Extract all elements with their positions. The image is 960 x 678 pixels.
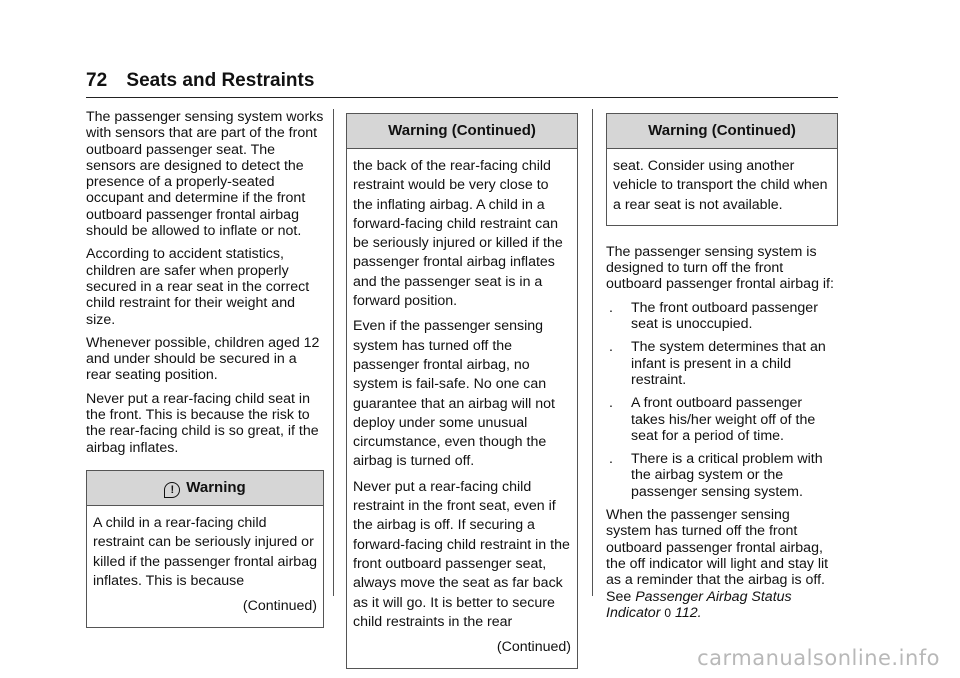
bullet-mark: . xyxy=(609,299,613,316)
column-divider xyxy=(592,109,593,596)
column-2 xyxy=(346,109,578,669)
warning-text: A child in a rear-facing child restraint can be seriously injured or killed if the passenger frontal airbag inflates. This is because xyxy=(93,514,317,589)
paragraph xyxy=(606,507,838,621)
bullet-mark: . xyxy=(609,395,613,412)
header-rule xyxy=(86,97,838,98)
paragraph: Whenever possible, children aged 12 and under should be secured in a rear seating position. xyxy=(86,334,320,384)
warning-text: seat. Consider using another vehicle to transport the child when a rear seat is not available. xyxy=(613,158,828,213)
closing-text: When the passenger sensing system has turned off the front outboard passenger frontal airbag, the off indicator will light and stay lit as a reminder that the airbag is off. See xyxy=(606,507,829,605)
see-reference-link[interactable]: Passenger Airbag Status Indicator xyxy=(606,588,792,621)
list-item xyxy=(606,395,838,444)
page-header xyxy=(86,70,314,92)
continued-label: (Continued) xyxy=(496,639,571,656)
warning-body xyxy=(87,506,323,627)
warning-title: ! Warning xyxy=(87,471,323,506)
column-divider xyxy=(333,109,334,596)
list-item-text: There is a critical problem with the airbag system or the passenger sensing system. xyxy=(631,451,823,500)
section-title: Seats and Restraints xyxy=(126,70,315,91)
paragraph: According to accident statistics, children are safer when properly secured in a rear seat in the correct child restraint for their weight and size. xyxy=(86,246,310,328)
column-1 xyxy=(86,109,324,628)
warning-icon: ! xyxy=(164,482,180,498)
warning-box-continued xyxy=(606,113,838,226)
paragraph: Never put a rear-facing child seat in the front. This is because the risk to the rear-facing child is so great, if the airbag inflates. xyxy=(86,390,319,456)
bullet-mark: . xyxy=(609,339,613,356)
paragraph: The passenger sensing system is designed to turn off the front outboard passenger frontal airbag if: xyxy=(606,243,834,293)
warning-body xyxy=(347,149,577,668)
list-item-text: The system determines that an infant is present in a child restraint. xyxy=(631,339,826,388)
column-3 xyxy=(606,109,838,628)
warning-text: Even if the passenger sensing system has turned off the passenger frontal airbag, no system is fail-safe. No one can guarantee that an airbag will not deploy under some unusual circumstance, even though the airbag is turned off. xyxy=(353,318,555,470)
page-ref-icon: 0 xyxy=(664,605,672,620)
warning-box-continued xyxy=(346,113,578,669)
list-item xyxy=(606,451,838,500)
warning-body xyxy=(607,149,837,225)
list-item xyxy=(606,300,838,333)
warning-title: Warning (Continued) xyxy=(347,114,577,149)
list-item xyxy=(606,339,838,388)
page-number: 72 xyxy=(86,70,108,91)
page-reference[interactable]: 112. xyxy=(675,604,702,621)
warning-text: the back of the rear-facing child restraint would be very close to the inflating airbag. A child in a forward-facing child restraint can be seriously injured or killed if the passenger frontal airbag inflates and the passenger seat is in a forward position. xyxy=(353,158,563,310)
watermark: carmanualsonline.info xyxy=(697,646,940,670)
list-item-text: A front outboard passenger takes his/her weight off of the seat for a period of time. xyxy=(631,395,816,444)
continued-label: (Continued) xyxy=(242,598,317,615)
warning-title: Warning (Continued) xyxy=(607,114,837,149)
warning-text: Never put a rear-facing child restraint in the front seat, even if the airbag is off. If securing a forward-facing child restraint in the front outboard passenger seat, always move the seat as far back as it will go. It is better to secure child restraints in the rear xyxy=(353,478,570,630)
paragraph: The passenger sensing system works with sensors that are part of the front outboard passenger seat. The sensors are designed to detect the presence of a properly-seated occupant and determine if the front outboard passenger frontal airbag should be allowed to inflate or not. xyxy=(86,109,324,240)
bullet-mark: . xyxy=(609,451,613,468)
warning-box xyxy=(86,470,324,628)
list-item-text: The front outboard passenger seat is unoccupied. xyxy=(631,299,818,333)
